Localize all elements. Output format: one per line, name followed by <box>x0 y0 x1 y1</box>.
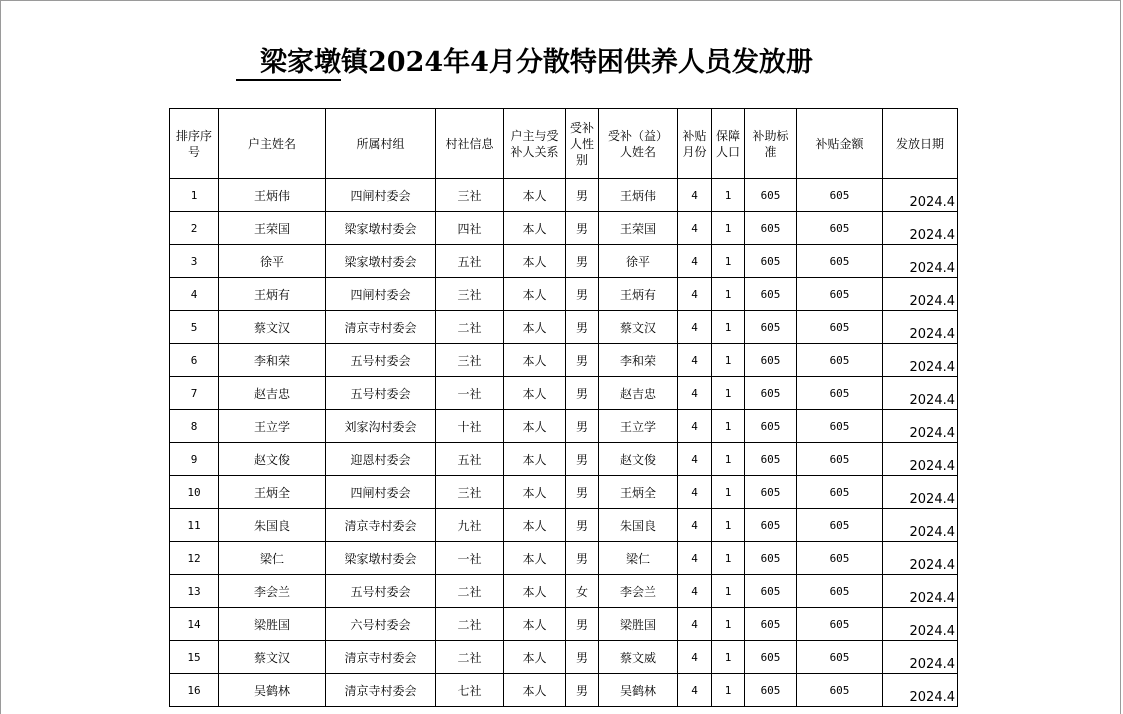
cell-gender: 男 <box>566 344 599 377</box>
table-row <box>170 377 958 410</box>
header-month: 补贴月份 <box>678 109 712 179</box>
header-gender: 受补人性别 <box>566 109 599 179</box>
cell-village: 清京寺村委会 <box>326 674 436 707</box>
table-row <box>170 344 958 377</box>
cell-amount: 605 <box>797 245 883 278</box>
cell-population: 1 <box>712 212 745 245</box>
cell-community: 四社 <box>436 212 504 245</box>
cell-community: 二社 <box>436 311 504 344</box>
table-row <box>170 542 958 575</box>
header-population: 保障人口 <box>712 109 745 179</box>
cell-month: 4 <box>678 575 712 608</box>
cell-standard: 605 <box>745 575 797 608</box>
cell-recipient-name: 李会兰 <box>599 575 678 608</box>
cell-recipient-name: 徐平 <box>599 245 678 278</box>
cell-month: 4 <box>678 179 712 212</box>
cell-amount: 605 <box>797 476 883 509</box>
cell-date: 2024.4 <box>883 179 958 212</box>
cell-recipient-name: 蔡文威 <box>599 641 678 674</box>
cell-community: 三社 <box>436 344 504 377</box>
cell-population: 1 <box>712 476 745 509</box>
cell-gender: 男 <box>566 212 599 245</box>
table-row <box>170 674 958 707</box>
cell-village: 五号村委会 <box>326 377 436 410</box>
cell-recipient-name: 王炳全 <box>599 476 678 509</box>
cell-gender: 男 <box>566 509 599 542</box>
cell-village: 清京寺村委会 <box>326 641 436 674</box>
cell-relation: 本人 <box>504 608 566 641</box>
cell-relation: 本人 <box>504 344 566 377</box>
cell-month: 4 <box>678 476 712 509</box>
cell-village: 五号村委会 <box>326 575 436 608</box>
cell-seq: 7 <box>170 377 219 410</box>
cell-community: 九社 <box>436 509 504 542</box>
cell-recipient-name: 梁仁 <box>599 542 678 575</box>
cell-standard: 605 <box>745 179 797 212</box>
header-date: 发放日期 <box>883 109 958 179</box>
cell-village: 四闸村委会 <box>326 179 436 212</box>
cell-recipient-name: 梁胜国 <box>599 608 678 641</box>
cell-month: 4 <box>678 311 712 344</box>
cell-household-name: 王荣国 <box>219 212 326 245</box>
cell-standard: 605 <box>745 608 797 641</box>
cell-gender: 男 <box>566 410 599 443</box>
cell-community: 三社 <box>436 476 504 509</box>
cell-seq: 5 <box>170 311 219 344</box>
cell-gender: 女 <box>566 575 599 608</box>
cell-village: 清京寺村委会 <box>326 509 436 542</box>
cell-population: 1 <box>712 443 745 476</box>
cell-standard: 605 <box>745 377 797 410</box>
document-title <box>236 40 813 81</box>
cell-date: 2024.4 <box>883 377 958 410</box>
cell-date: 2024.4 <box>883 509 958 542</box>
cell-population: 1 <box>712 245 745 278</box>
cell-village: 迎恩村委会 <box>326 443 436 476</box>
cell-population: 1 <box>712 278 745 311</box>
cell-date: 2024.4 <box>883 476 958 509</box>
cell-standard: 605 <box>745 410 797 443</box>
cell-date: 2024.4 <box>883 608 958 641</box>
cell-standard: 605 <box>745 476 797 509</box>
table-row <box>170 278 958 311</box>
cell-seq: 15 <box>170 641 219 674</box>
cell-seq: 16 <box>170 674 219 707</box>
cell-household-name: 梁仁 <box>219 542 326 575</box>
cell-village: 梁家墩村委会 <box>326 212 436 245</box>
cell-month: 4 <box>678 542 712 575</box>
table-row <box>170 641 958 674</box>
cell-community: 七社 <box>436 674 504 707</box>
cell-village: 六号村委会 <box>326 608 436 641</box>
cell-amount: 605 <box>797 410 883 443</box>
cell-date: 2024.4 <box>883 278 958 311</box>
subsidy-table <box>169 108 958 707</box>
cell-population: 1 <box>712 344 745 377</box>
cell-month: 4 <box>678 608 712 641</box>
cell-date: 2024.4 <box>883 542 958 575</box>
cell-month: 4 <box>678 410 712 443</box>
cell-seq: 13 <box>170 575 219 608</box>
cell-amount: 605 <box>797 575 883 608</box>
cell-standard: 605 <box>745 443 797 476</box>
cell-seq: 1 <box>170 179 219 212</box>
table-row <box>170 476 958 509</box>
cell-recipient-name: 王炳有 <box>599 278 678 311</box>
cell-population: 1 <box>712 575 745 608</box>
cell-date: 2024.4 <box>883 674 958 707</box>
cell-population: 1 <box>712 410 745 443</box>
cell-recipient-name: 李和荣 <box>599 344 678 377</box>
cell-community: 五社 <box>436 245 504 278</box>
cell-household-name: 王炳全 <box>219 476 326 509</box>
cell-date: 2024.4 <box>883 410 958 443</box>
cell-relation: 本人 <box>504 542 566 575</box>
cell-relation: 本人 <box>504 575 566 608</box>
cell-household-name: 王立学 <box>219 410 326 443</box>
cell-population: 1 <box>712 311 745 344</box>
cell-month: 4 <box>678 509 712 542</box>
cell-population: 1 <box>712 542 745 575</box>
cell-recipient-name: 朱国良 <box>599 509 678 542</box>
cell-relation: 本人 <box>504 377 566 410</box>
cell-amount: 605 <box>797 311 883 344</box>
cell-amount: 605 <box>797 443 883 476</box>
cell-household-name: 王炳伟 <box>219 179 326 212</box>
cell-relation: 本人 <box>504 410 566 443</box>
cell-relation: 本人 <box>504 443 566 476</box>
header-community: 村社信息 <box>436 109 504 179</box>
table-row <box>170 410 958 443</box>
cell-household-name: 赵文俊 <box>219 443 326 476</box>
cell-village: 四闸村委会 <box>326 278 436 311</box>
cell-month: 4 <box>678 344 712 377</box>
cell-population: 1 <box>712 377 745 410</box>
table-row <box>170 179 958 212</box>
cell-standard: 605 <box>745 245 797 278</box>
cell-village: 梁家墩村委会 <box>326 245 436 278</box>
table-row <box>170 443 958 476</box>
cell-community: 二社 <box>436 575 504 608</box>
cell-recipient-name: 王炳伟 <box>599 179 678 212</box>
cell-village: 清京寺村委会 <box>326 311 436 344</box>
cell-community: 二社 <box>436 608 504 641</box>
cell-date: 2024.4 <box>883 443 958 476</box>
cell-gender: 男 <box>566 674 599 707</box>
cell-seq: 14 <box>170 608 219 641</box>
table-row <box>170 575 958 608</box>
cell-village: 四闸村委会 <box>326 476 436 509</box>
cell-relation: 本人 <box>504 245 566 278</box>
cell-amount: 605 <box>797 509 883 542</box>
cell-standard: 605 <box>745 641 797 674</box>
cell-amount: 605 <box>797 641 883 674</box>
cell-relation: 本人 <box>504 476 566 509</box>
cell-standard: 605 <box>745 674 797 707</box>
cell-standard: 605 <box>745 542 797 575</box>
header-amount: 补贴金额 <box>797 109 883 179</box>
cell-seq: 12 <box>170 542 219 575</box>
cell-month: 4 <box>678 674 712 707</box>
cell-community: 十社 <box>436 410 504 443</box>
cell-community: 三社 <box>436 179 504 212</box>
cell-standard: 605 <box>745 509 797 542</box>
cell-household-name: 吴鹤林 <box>219 674 326 707</box>
cell-standard: 605 <box>745 278 797 311</box>
cell-household-name: 李和荣 <box>219 344 326 377</box>
cell-community: 二社 <box>436 641 504 674</box>
table-row <box>170 212 958 245</box>
cell-population: 1 <box>712 179 745 212</box>
cell-recipient-name: 赵文俊 <box>599 443 678 476</box>
table-row <box>170 311 958 344</box>
cell-recipient-name: 吴鹤林 <box>599 674 678 707</box>
cell-gender: 男 <box>566 608 599 641</box>
cell-amount: 605 <box>797 542 883 575</box>
cell-relation: 本人 <box>504 509 566 542</box>
cell-seq: 2 <box>170 212 219 245</box>
cell-gender: 男 <box>566 245 599 278</box>
cell-household-name: 王炳有 <box>219 278 326 311</box>
cell-gender: 男 <box>566 311 599 344</box>
cell-date: 2024.4 <box>883 212 958 245</box>
cell-standard: 605 <box>745 212 797 245</box>
cell-month: 4 <box>678 377 712 410</box>
cell-population: 1 <box>712 608 745 641</box>
cell-standard: 605 <box>745 344 797 377</box>
cell-amount: 605 <box>797 344 883 377</box>
cell-month: 4 <box>678 443 712 476</box>
cell-household-name: 赵吉忠 <box>219 377 326 410</box>
cell-relation: 本人 <box>504 212 566 245</box>
cell-seq: 3 <box>170 245 219 278</box>
cell-gender: 男 <box>566 476 599 509</box>
cell-relation: 本人 <box>504 641 566 674</box>
cell-relation: 本人 <box>504 311 566 344</box>
cell-amount: 605 <box>797 674 883 707</box>
cell-village: 梁家墩村委会 <box>326 542 436 575</box>
cell-household-name: 李会兰 <box>219 575 326 608</box>
title-rest: 镇2024年4月分散特困供养人员发放册 <box>341 47 813 78</box>
cell-date: 2024.4 <box>883 641 958 674</box>
cell-amount: 605 <box>797 377 883 410</box>
cell-seq: 6 <box>170 344 219 377</box>
table-row <box>170 608 958 641</box>
cell-seq: 10 <box>170 476 219 509</box>
header-relation: 户主与受补人关系 <box>504 109 566 179</box>
cell-date: 2024.4 <box>883 575 958 608</box>
cell-amount: 605 <box>797 179 883 212</box>
header-household-name: 户主姓名 <box>219 109 326 179</box>
header-row <box>170 109 958 179</box>
header-village: 所属村组 <box>326 109 436 179</box>
cell-community: 五社 <box>436 443 504 476</box>
cell-month: 4 <box>678 245 712 278</box>
cell-amount: 605 <box>797 608 883 641</box>
cell-community: 一社 <box>436 542 504 575</box>
cell-seq: 8 <box>170 410 219 443</box>
cell-gender: 男 <box>566 443 599 476</box>
cell-relation: 本人 <box>504 674 566 707</box>
cell-gender: 男 <box>566 179 599 212</box>
cell-amount: 605 <box>797 212 883 245</box>
cell-recipient-name: 蔡文汉 <box>599 311 678 344</box>
cell-household-name: 朱国良 <box>219 509 326 542</box>
cell-standard: 605 <box>745 311 797 344</box>
cell-seq: 11 <box>170 509 219 542</box>
cell-recipient-name: 王荣国 <box>599 212 678 245</box>
cell-village: 五号村委会 <box>326 344 436 377</box>
cell-population: 1 <box>712 509 745 542</box>
cell-month: 4 <box>678 278 712 311</box>
header-seq: 排序序号 <box>170 109 219 179</box>
table-row <box>170 245 958 278</box>
cell-village: 刘家沟村委会 <box>326 410 436 443</box>
cell-gender: 男 <box>566 542 599 575</box>
header-standard: 补助标准 <box>745 109 797 179</box>
cell-relation: 本人 <box>504 278 566 311</box>
cell-community: 三社 <box>436 278 504 311</box>
cell-population: 1 <box>712 641 745 674</box>
cell-seq: 9 <box>170 443 219 476</box>
cell-date: 2024.4 <box>883 344 958 377</box>
cell-seq: 4 <box>170 278 219 311</box>
title-town: 梁家墩 <box>236 46 341 81</box>
cell-recipient-name: 赵吉忠 <box>599 377 678 410</box>
cell-household-name: 梁胜国 <box>219 608 326 641</box>
cell-relation: 本人 <box>504 179 566 212</box>
cell-month: 4 <box>678 641 712 674</box>
cell-amount: 605 <box>797 278 883 311</box>
table-row <box>170 509 958 542</box>
cell-community: 一社 <box>436 377 504 410</box>
cell-household-name: 徐平 <box>219 245 326 278</box>
cell-population: 1 <box>712 674 745 707</box>
cell-household-name: 蔡文汉 <box>219 311 326 344</box>
cell-gender: 男 <box>566 278 599 311</box>
cell-recipient-name: 王立学 <box>599 410 678 443</box>
cell-gender: 男 <box>566 641 599 674</box>
header-recipient-name: 受补（益）人姓名 <box>599 109 678 179</box>
cell-month: 4 <box>678 212 712 245</box>
cell-gender: 男 <box>566 377 599 410</box>
cell-household-name: 蔡文汉 <box>219 641 326 674</box>
cell-date: 2024.4 <box>883 311 958 344</box>
cell-date: 2024.4 <box>883 245 958 278</box>
